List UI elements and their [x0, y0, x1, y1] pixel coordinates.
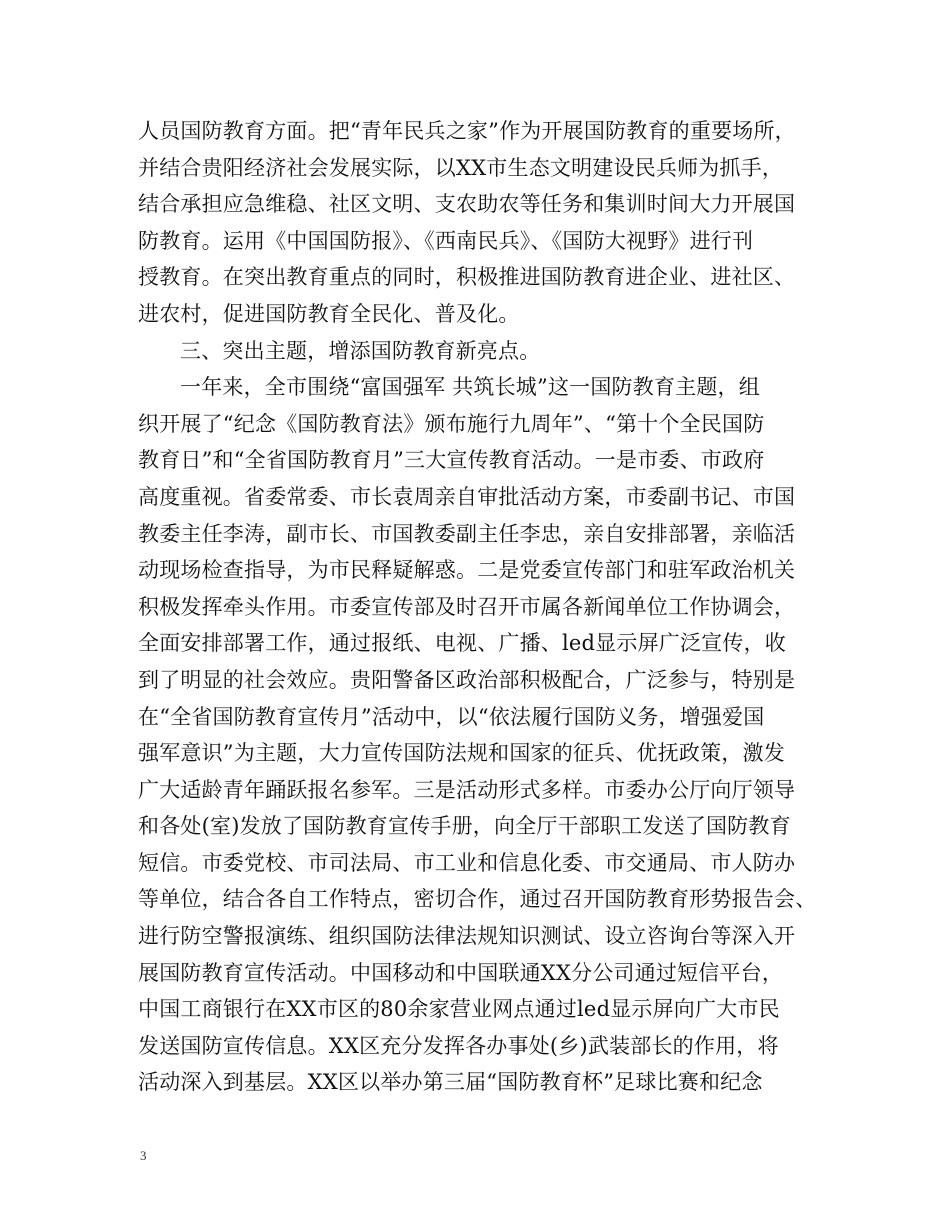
text-line: 在“全省国防教育宣传月”活动中，以“依法履行国防义务，增强爱国: [138, 704, 765, 729]
text-line: 防教育。运用《中国国防报》、《西南民兵》、《国防大视野》进行刊: [138, 228, 754, 253]
text-line: 织开展了“纪念《国防教育法》颁布施行九周年”、“第十个全民国防: [138, 411, 765, 436]
text-line: 动现场检查指导，为市民释疑解惑。二是党委宣传部门和驻军政治机关: [138, 558, 796, 583]
paragraph-start: 一年来，全市围绕“富国强军 共筑长城”这一国防教育主题，组: [180, 375, 760, 400]
body-text: [138, 113, 828, 1101]
text-line: 中国工商银行在XX市区的80余家营业网点通过led显示屏向广大市民: [138, 997, 780, 1022]
text-line: 广大适龄青年踊跃报名参军。三是活动形式多样。市委办公厅向厅领导: [138, 777, 796, 802]
text-line: 展国防教育宣传活动。中国移动和中国联通XX分公司通过短信平台，: [138, 960, 784, 985]
text-line: 到了明显的社会效应。贵阳警备区政治部积极配合，广泛参与，特别是: [138, 667, 796, 692]
text-line: 积极发挥牵头作用。市委宣传部及时召开市属各新闻单位工作协调会，: [138, 594, 796, 619]
text-line: 结合承担应急维稳、社区文明、支农助农等任务和集训时间大力开展国: [138, 192, 796, 217]
text-line: 短信。市委党校、市司法局、市工业和信息化委、市交通局、市人防办: [138, 850, 796, 875]
page-number: 3: [140, 1148, 147, 1163]
text-line: 高度重视。省委常委、市长袁周亲自审批活动方案，市委副书记、市国: [138, 484, 796, 509]
text-line: 发送国防宣传信息。XX区充分发挥各办事处(乡)武装部长的作用，将: [138, 1033, 779, 1058]
text-line: 并结合贵阳经济社会发展实际，以XX市生态文明建设民兵师为抓手，: [138, 155, 784, 180]
text-line: 强军意识”为主题，大力宣传国防法规和国家的征兵、优抚政策，激发: [138, 741, 785, 766]
text-line: 活动深入到基层。XX区以举办第三届“国防教育杯”足球比赛和纪念: [138, 1070, 763, 1095]
text-line: 进行防空警报演练、组织国防法律法规知识测试、设立咨询台等深入开: [138, 924, 796, 949]
text-line: 教育日”和“全省国防教育月”三大宣传教育活动。一是市委、市政府: [138, 448, 765, 473]
section-heading: 三、突出主题，增添国防教育新亮点。: [180, 338, 541, 363]
text-line: 进农村，促进国防教育全民化、普及化。: [138, 301, 520, 326]
text-line: 授教育。在突出教育重点的同时，积极推进国防教育进企业、进社区、: [138, 265, 796, 290]
text-line: 人员国防教育方面。把“青年民兵之家”作为开展国防教育的重要场所，: [138, 119, 796, 143]
text-line: 全面安排部署工作，通过报纸、电视、广播、led显示屏广泛宣传，收: [138, 631, 786, 656]
text-line: 等单位，结合各自工作特点，密切合作，通过召开国防教育形势报告会、: [138, 887, 817, 912]
text-line: 和各处(室)发放了国防教育宣传手册，向全厅干部职工发送了国防教育: [138, 814, 791, 839]
text-line: 教委主任李涛，副市长、市国教委副主任李忠，亲自安排部署，亲临活: [138, 521, 796, 546]
